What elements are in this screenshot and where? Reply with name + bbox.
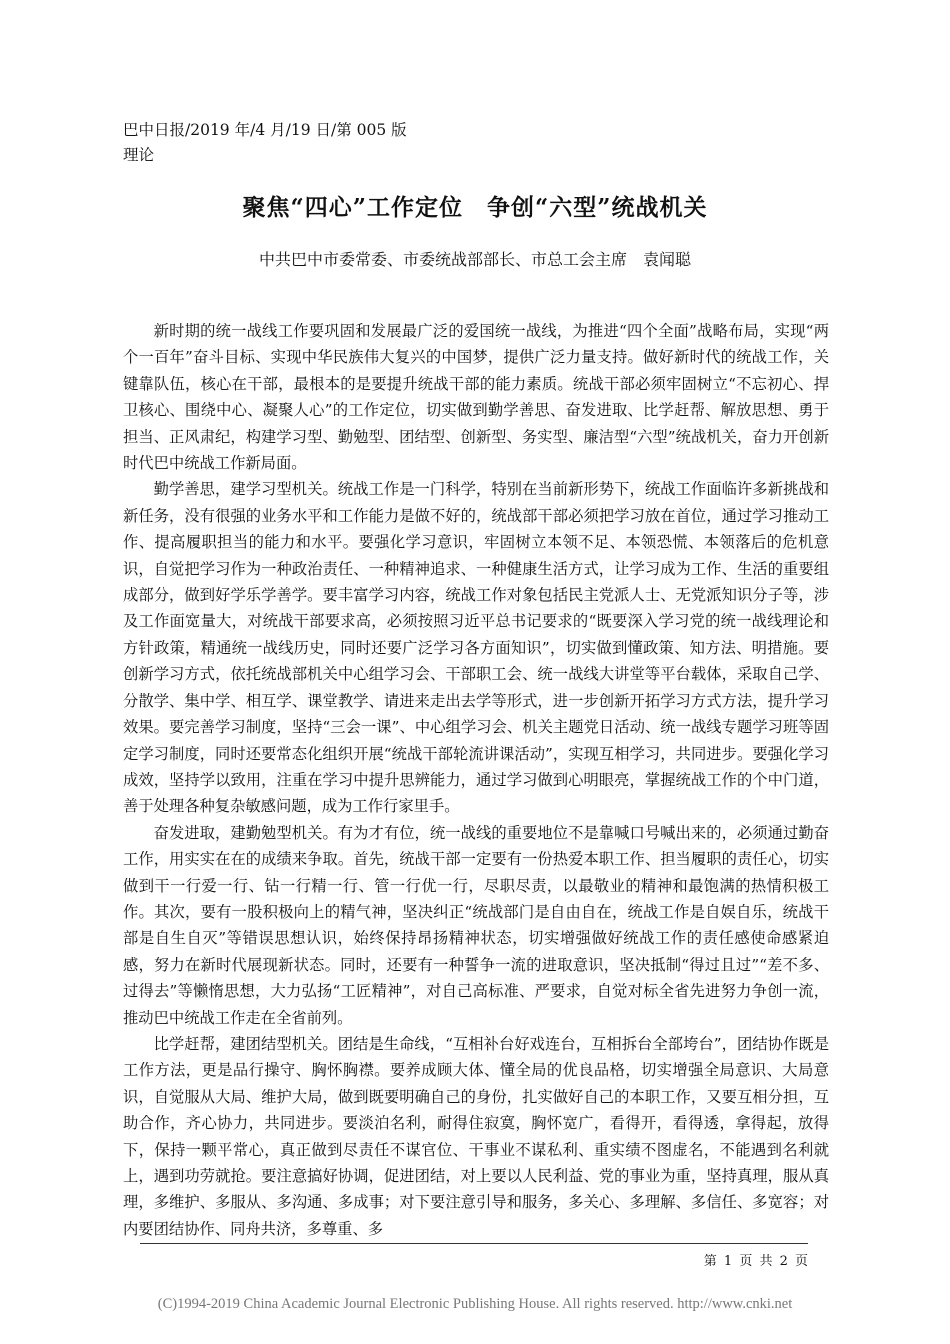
paragraph-unity: 比学赶帮，建团结型机关。团结是生命线，“互相补台好戏连台，互相拆台全部垮台”，团结协作既是工作方法，更是品行操守、胸怀胸襟。要养成顾大体、懂全局的优良品格，切实增强全局意识、大局意识，自觉服从大局、维护大局，做到既要明确自己的身份，扎实做好自己的本职工作，又要互相分担，互助合作，齐心协力，共同进步。要淡泊名利，耐得住寂寞，胸怀宽广，看得开，看得透，拿得起，放得下，保持一颗平常心，真正做到尽责任不谋官位、干事业不谋私利、重实绩不图虚名，不能遇到名利就上，遇到功劳就抢。要注意搞好协调，促进团结，对上要以人民利益、党的事业为重，坚持真理，服从真理，多维护、多服从、多沟通、多成事；对下要注意引导和服务，多关心、多理解、多信任、多宽容；对内要团结协作、同舟共济，多尊重、多 [123,1034,829,1238]
publication-meta [123,118,407,168]
article-title: 聚焦“四心”工作定位 争创“六型”统战机关 [242,194,708,221]
paragraph-learning: 勤学善思，建学习型机关。统战工作是一门科学，特别在当前新形势下，统战工作面临许多新挑战和新任务，没有很强的业务水平和工作能力是做不好的，统战部干部必须把学习放在首位，通过学习推动工作、提高履职担当的能力和水平。要强化学习意识，牢固树立本领不足、本领恐慌、本领落后的危机意识，自觉把学习作为一种政治责任、一种精神追求、一种健康生活方式，让学习成为工作、生活的重要组成部分，做到好学乐学善学。要丰富学习内容，统战工作对象包括民主党派人士、无党派知识分子等，涉及工作面宽量大，对统战干部要求高，必须按照习近平总书记要求的“既要深入学习党的统一战线理论和方针政策，精通统一战线历史，同时还要广泛学习各方面知识”，切实做到懂政策、知方法、明措施。要创新学习方式，依托统战部机关中心组学习会、干部职工会、统一战线大讲堂等平台载体，采取自己学、分散学、集中学、相互学、课堂教学、请进来走出去学等形式，进一步创新开拓学习方式方法，提升学习效果。要完善学习制度，坚持“三会一课”、中心组学习会、机关主题党日活动、统一战线专题学习班等固定学习制度，同时还要常态化组织开展“统战干部轮流讲课活动”，实现互相学习，共同进步。要强化学习成效，坚持学以致用，注重在学习中提升思辨能力，通过学习做到心明眼亮，掌握统战工作的个中门道，善于处理各种复杂敏感问题，成为工作行家里手。 [123,480,829,816]
article-byline: 中共巴中市委常委、市委统战部部长、市总工会主席 袁闻聪 [258,250,691,269]
footer-divider [140,1243,808,1244]
copyright-notice: (C)1994-2019 China Academic Journal Electronic Publishing House. All rights reserved. http://www.cnki.net [157,1296,793,1312]
page-indicator: 第 1 页 共 2 页 [703,1254,808,1269]
source-line: 巴中日报/2019 年/4 月/19 日/第 005 版 [123,121,407,139]
paragraph-intro: 新时期的统一战线工作要巩固和发展最广泛的爱国统一战线，为推进“四个全面”战略布局，实现“两个一百年”奋斗目标、实现中华民族伟大复兴的中国梦，提供广泛力量支持。做好新时代的统战工作，关键靠队伍，核心在干部，最根本的是要提升统战干部的能力素质。统战干部必须牢固树立“不忘初心、捍卫核心、围绕中心、凝聚人心”的工作定位，切实做到勤学善思、奋发进取、比学赶帮、解放思想、勇于担当、正风肃纪，构建学习型、勤勉型、团结型、创新型、务实型、廉洁型“六型”统战机关，奋力开创新时代巴中统战工作新局面。 [123,322,829,473]
paragraph-diligence: 奋发进取，建勤勉型机关。有为才有位，统一战线的重要地位不是靠喊口号喊出来的，必须通过勤奋工作，用实实在在的成绩来争取。首先，统战干部一定要有一份热爱本职工作、担当履职的责任心，切实做到干一行爱一行、钻一行精一行、管一行优一行，尽职尽责，以最敬业的精神和最饱满的热情积极工作。其次，要有一股积极向上的精气神，坚决纠正“统战部门是自由自在，统战工作是自娱自乐，统战干部是自生自灭”等错误思想认识，始终保持昂扬精神状态，切实增强做好统战工作的责任感使命感紧迫感，努力在新时代展现新状态。同时，还要有一种誓争一流的进取意识，坚决抵制“得过且过”“差不多、过得去”等懒惰思想，大力弘扬“工匠精神”，对自己高标准、严要求，自觉对标全省先进努力争创一流，推动巴中统战工作走在全省前列。 [123,823,829,1027]
section-label: 理论 [123,146,155,164]
article-body [123,318,829,1242]
